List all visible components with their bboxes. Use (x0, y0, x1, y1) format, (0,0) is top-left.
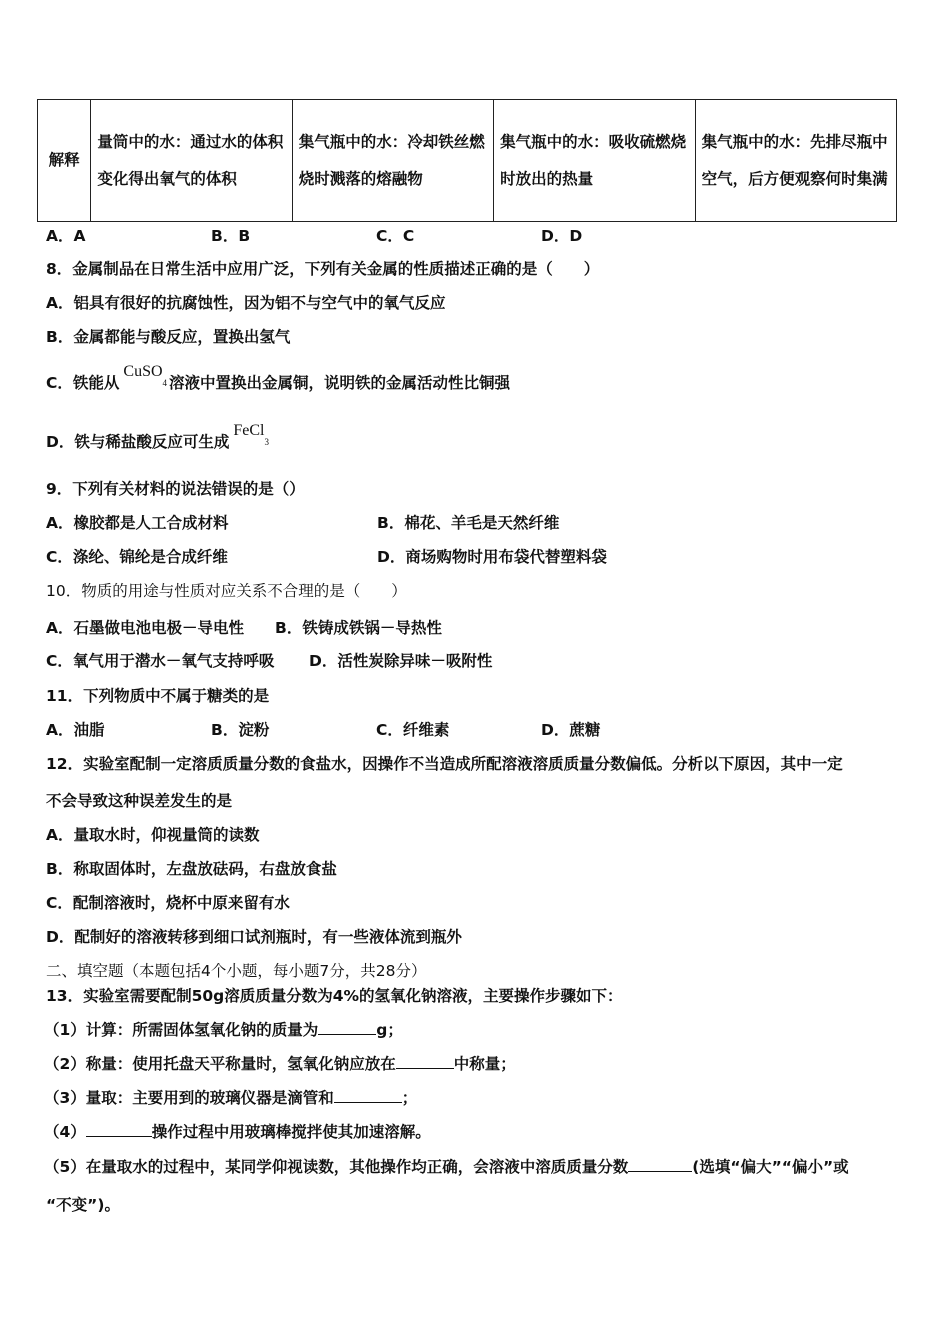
cuso4-formula (123, 363, 168, 389)
q11-option-d: D．蔗糖 (541, 721, 601, 739)
q13-step-1 (44, 1020, 403, 1040)
q13-step-1-post: g； (376, 1021, 403, 1039)
q9-option-d: D．商场购物时用布袋代替塑料袋 (377, 548, 607, 566)
q13-step-2-pre: （2）称量：使用托盘天平称量时，氢氧化钠应放在 (44, 1055, 396, 1073)
q9-option-a: A．橡胶都是人工合成材料 (46, 514, 229, 532)
q13-step-3-pre: （3）量取：主要用到的玻璃仪器是滴管和 (44, 1089, 334, 1107)
q8-option-c (46, 363, 511, 399)
q10-option-a: A．石墨做电池电极－导电性 (46, 619, 244, 637)
q9-option-c: C．涤纶、锦纶是合成纤维 (46, 548, 228, 566)
q13-step-5-line2: “不变”)。 (46, 1196, 120, 1214)
q12-option-a: A．量取水时，仰视量筒的读数 (46, 826, 260, 844)
q13-step-3 (44, 1088, 417, 1108)
q8-option-d-pre: D．铁与稀盐酸反应可生成 (46, 433, 230, 451)
q7-option-a: A．A (46, 227, 86, 245)
q13-step-5-pre: （5）在量取水的过程中，某同学仰视读数，其他操作均正确，会溶液中溶质质量分数 (44, 1158, 629, 1176)
explanation-table (37, 99, 897, 222)
q7-option-d: D．D (541, 227, 583, 245)
q11-stem: 11．下列物质中不属于糖类的是 (46, 687, 270, 705)
cuso4-formula-sub: 4 (162, 378, 168, 389)
table-cell: 集气瓶中的水：冷却铁丝燃烧时溅落的熔融物 (292, 100, 493, 222)
answer-blank[interactable] (334, 1088, 402, 1103)
q11-option-b: B．淀粉 (211, 721, 270, 739)
q9-stem: 9．下列有关材料的说法错误的是（） (46, 480, 305, 498)
q12-option-b: B．称取固体时，左盘放砝码，右盘放食盐 (46, 860, 337, 878)
fecl3-formula-sub: 3 (264, 437, 269, 448)
q10-option-c: C．氧气用于潜水－氧气支持呼吸 (46, 652, 275, 670)
q13-stem: 13．实验室需要配制50g溶质质量分数为4%的氢氧化钠溶液，主要操作步骤如下： (46, 987, 623, 1005)
table-row-label: 解释 (38, 100, 91, 222)
q12-option-d: D．配制好的溶液转移到细口试剂瓶时，有一些液体流到瓶外 (46, 928, 462, 946)
q8-option-c-post: 溶液中置换出金属铜，说明铁的金属活动性比铜强 (169, 374, 511, 392)
q9-option-b: B．棉花、羊毛是天然纤维 (377, 514, 560, 532)
q13-step-4 (44, 1122, 431, 1142)
q8-option-a: A．铝具有很好的抗腐蚀性，因为铝不与空气中的氧气反应 (46, 294, 446, 312)
fecl3-formula (233, 422, 269, 448)
cuso4-formula-base: CuSO (123, 363, 163, 380)
answer-blank[interactable] (628, 1157, 692, 1172)
q8-stem: 8．金属制品在日常生活中应用广泛，下列有关金属的性质描述正确的是（ ） (46, 260, 600, 278)
q13-step-5 (44, 1157, 849, 1177)
answer-blank[interactable] (396, 1054, 454, 1069)
q12-stem-line1: 12．实验室配制一定溶质质量分数的食盐水，因操作不当造成所配溶液溶质质量分数偏低。分析以下原因，其中一定 (46, 755, 843, 773)
table-cell: 集气瓶中的水：先排尽瓶中空气，后方便观察何时集满 (695, 100, 896, 222)
q10-stem: 10．物质的用途与性质对应关系不合理的是（ ） (46, 582, 407, 600)
q10-option-b: B．铁铸成铁锅－导热性 (275, 619, 442, 637)
q7-option-b: B．B (211, 227, 251, 245)
q13-step-4-post: 操作过程中用玻璃棒搅拌使其加速溶解。 (151, 1123, 431, 1141)
answer-blank[interactable] (318, 1020, 376, 1035)
table-cell: 集气瓶中的水：吸收硫燃烧时放出的热量 (494, 100, 695, 222)
q13-step-4-pre: （4） (44, 1123, 86, 1141)
answer-blank[interactable] (86, 1122, 152, 1137)
table-cell: 量筒中的水：通过水的体积变化得出氧气的体积 (91, 100, 292, 222)
q13-step-2-post: 中称量； (453, 1055, 516, 1073)
fecl3-formula-base: FeCl (233, 422, 265, 439)
q11-option-c: C．纤维素 (376, 721, 450, 739)
q8-option-b: B．金属都能与酸反应，置换出氢气 (46, 328, 291, 346)
q13-step-1-pre: （1）计算：所需固体氢氧化钠的质量为 (44, 1021, 319, 1039)
q7-option-c: C．C (376, 227, 415, 245)
q13-step-5-post: (选填“偏大”“偏小”或 (692, 1158, 849, 1176)
section-heading: 二、填空题（本题包括4个小题，每小题7分，共28分） (46, 962, 427, 980)
q11-option-a: A．油脂 (46, 721, 105, 739)
q10-option-d: D．活性炭除异味－吸附性 (309, 652, 493, 670)
q13-step-3-post: ； (401, 1089, 418, 1107)
q13-step-2 (44, 1054, 516, 1074)
q12-stem-line2: 不会导致这种误差发生的是 (46, 792, 233, 810)
table-row (38, 100, 897, 222)
q8-option-c-pre: C．铁能从 (46, 374, 120, 392)
q8-option-d (46, 422, 271, 458)
q12-option-c: C．配制溶液时，烧杯中原来留有水 (46, 894, 290, 912)
